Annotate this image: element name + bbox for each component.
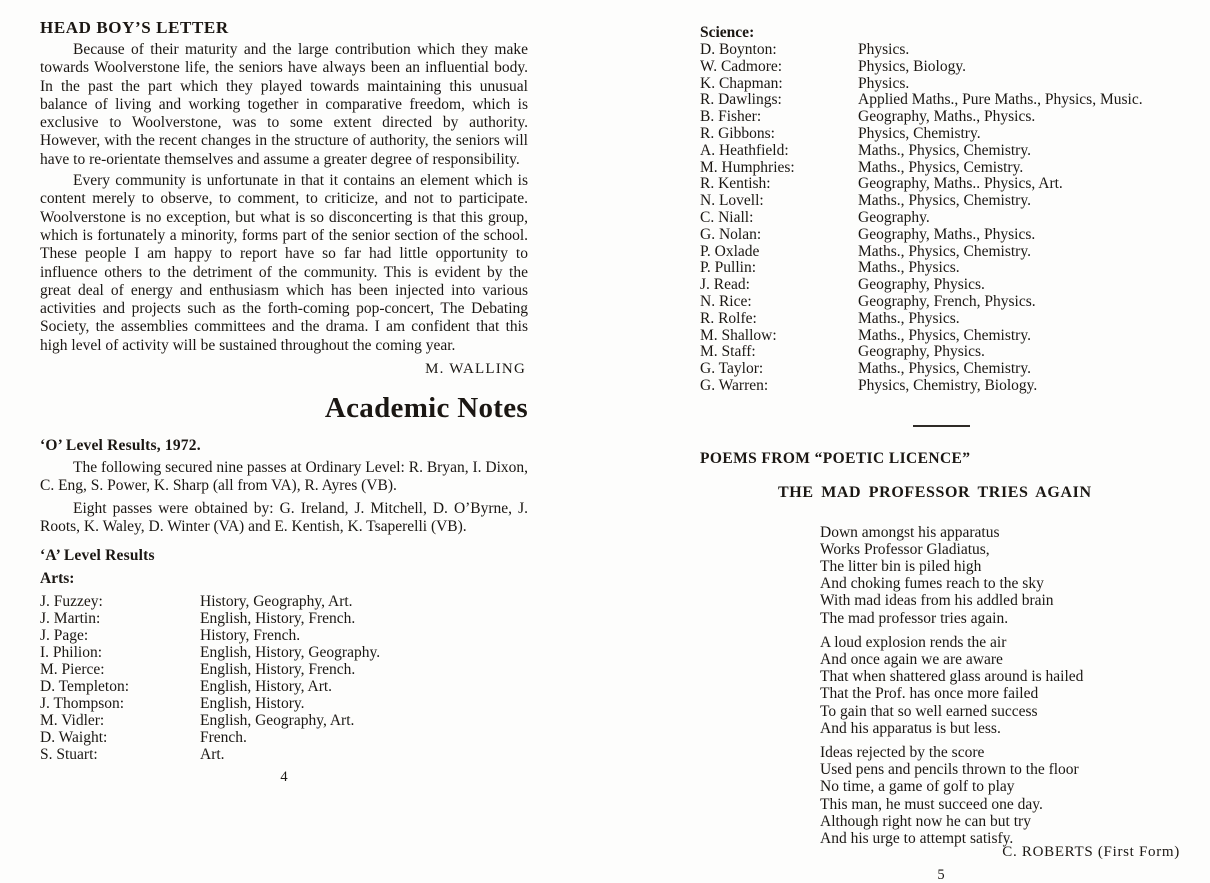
arts-results-table bbox=[40, 593, 528, 763]
student-subjects: Geography, Maths., Physics. bbox=[858, 225, 1036, 243]
result-row bbox=[700, 361, 1182, 378]
o-level-heading: ‘O’ Level Results, 1972. bbox=[40, 437, 201, 455]
head-boys-letter-title: HEAD BOY’S LETTER bbox=[40, 18, 229, 37]
result-row bbox=[700, 109, 1182, 126]
student-subjects: English, Geography, Art. bbox=[200, 712, 355, 730]
poem-line: And his urge to attempt satisfy. bbox=[820, 829, 1014, 847]
student-subjects: Geography, Physics. bbox=[858, 276, 985, 294]
student-name: R. Gibbons: bbox=[700, 124, 775, 142]
student-subjects: History, Geography, Art. bbox=[200, 593, 353, 611]
student-subjects: Maths., Physics, Cemistry. bbox=[858, 158, 1024, 176]
poem-line: With mad ideas from his addled brain bbox=[820, 592, 1054, 610]
student-subjects: Maths., Physics. bbox=[858, 259, 960, 277]
student-name: M. Staff: bbox=[700, 343, 756, 361]
student-subjects: Physics, Biology. bbox=[858, 57, 966, 75]
result-row bbox=[700, 277, 1182, 294]
student-name: I. Philion: bbox=[40, 644, 103, 662]
student-name: C. Niall: bbox=[700, 208, 754, 226]
student-subjects: Physics, Chemistry, Biology. bbox=[858, 376, 1038, 394]
letter-paragraph: Because of their maturity and the large contribution which they make towards Woolverstone life, the seniors have always been an influential body. In the past the part which they played towards maintaining this unusual balance of living and working together in comparative freedom, which is exclusive to Woolverstone, was to some extent directed by authority. However, with the recent changes in the structure of authority, the seniors will have to re-orientate themselves and assume a greater degree of responsibility. bbox=[40, 41, 528, 168]
science-label: Science: bbox=[700, 24, 755, 41]
poem-line: The litter bin is piled high bbox=[820, 557, 982, 575]
poem-line: Although right now he can but try bbox=[820, 812, 1031, 830]
student-subjects: Maths., Physics, Chemistry. bbox=[858, 141, 1031, 159]
o-level-paragraph: The following secured nine passes at Ordinary Level: R. Bryan, I. Dixon, C. Eng, S. Power, K. Sharp (all from VA), R. Ayres (VB). bbox=[40, 459, 528, 495]
student-subjects: English, History, French. bbox=[200, 610, 356, 628]
student-name: J. Martin: bbox=[40, 610, 101, 628]
result-row bbox=[40, 746, 528, 763]
student-subjects: Geography, French, Physics. bbox=[858, 292, 1036, 310]
page-number-right: 5 bbox=[937, 867, 945, 883]
poem-line: To gain that so well earned success bbox=[820, 702, 1038, 720]
student-name: G. Taylor: bbox=[700, 360, 764, 378]
student-name: D. Templeton: bbox=[40, 678, 130, 696]
academic-notes-title: Academic Notes bbox=[324, 392, 528, 425]
page-left bbox=[40, 18, 528, 785]
student-name: R. Dawlings: bbox=[700, 91, 782, 109]
result-row bbox=[700, 92, 1182, 109]
student-name: M. Vidler: bbox=[40, 712, 105, 730]
o-level-paragraph: Eight passes were obtained by: G. Ireland, J. Mitchell, D. O’Byrne, J. Roots, K. Waley, D. Winter (VA) and E. Kentish, K. Tsaperelli (VB). bbox=[40, 499, 528, 535]
poem-line: Used pens and pencils thrown to the floor bbox=[820, 761, 1079, 779]
student-subjects: Geography. bbox=[858, 208, 930, 226]
poem-line: Down amongst his apparatus bbox=[820, 523, 1000, 541]
poem-line: No time, a game of golf to play bbox=[820, 778, 1015, 796]
poem-line: And his apparatus is but less. bbox=[820, 719, 1001, 737]
result-row bbox=[700, 344, 1182, 361]
result-row bbox=[40, 644, 528, 661]
student-name: N. Lovell: bbox=[700, 192, 764, 210]
student-subjects: History, French. bbox=[200, 627, 301, 645]
result-row bbox=[700, 260, 1182, 277]
student-name: G. Warren: bbox=[700, 376, 769, 394]
student-subjects: Maths., Physics, Chemistry. bbox=[858, 192, 1031, 210]
result-row bbox=[40, 610, 528, 627]
result-row bbox=[700, 311, 1182, 328]
student-name: A. Heathfield: bbox=[700, 141, 789, 159]
student-name: M. Humphries: bbox=[700, 158, 795, 176]
poem-title: THE MAD PROFESSOR TRIES AGAIN bbox=[778, 484, 1092, 502]
poem-line: That the Prof. has once more failed bbox=[820, 685, 1039, 703]
result-row bbox=[700, 193, 1182, 210]
student-subjects: Applied Maths., Pure Maths., Physics, Music. bbox=[858, 91, 1143, 109]
poem-line: Ideas rejected by the score bbox=[820, 743, 985, 761]
student-name: K. Chapman: bbox=[700, 74, 783, 92]
student-subjects: Physics. bbox=[858, 41, 910, 58]
letter-paragraph: Every community is unfortunate in that it contains an element which is content merely to observe, to comment, to criticize, and not to participate. Woolverstone is no exception, but what is so disconcerting is that this group, which is fortunately a minority, forms part of the senior section of the school. These people I am happy to report have so far had little opportunity to influence others to the detriment of the community. This is evident by the great deal of energy and enthusiasm which has been injected into various activities and projects such as the forth-coming pop-concert, The Debating Society, the assemblies committees and the drama. I am confident that this high level of activity will be sustained throughout the coming year. bbox=[40, 172, 528, 354]
poem-line: This man, he must succeed one day. bbox=[820, 795, 1043, 813]
student-name: J. Page: bbox=[40, 627, 89, 645]
student-subjects: English, History. bbox=[200, 695, 305, 713]
student-name: J. Fuzzey: bbox=[40, 593, 103, 611]
result-row bbox=[700, 59, 1182, 76]
student-name: P. Pullin: bbox=[700, 259, 756, 277]
result-row bbox=[40, 593, 528, 610]
poem-line: That when shattered glass around is hailed bbox=[820, 668, 1084, 686]
result-row bbox=[700, 160, 1182, 177]
student-name: D. Waight: bbox=[40, 729, 108, 747]
student-name: R. Rolfe: bbox=[700, 309, 757, 327]
student-subjects: Maths., Physics, Chemistry. bbox=[858, 242, 1031, 260]
student-subjects: Maths., Physics, Chemistry. bbox=[858, 326, 1031, 344]
student-subjects: Geography, Physics. bbox=[858, 343, 985, 361]
result-row bbox=[700, 126, 1182, 143]
student-name: R. Kentish: bbox=[700, 175, 771, 193]
result-row bbox=[40, 661, 528, 678]
a-level-heading: ‘A’ Level Results bbox=[40, 547, 155, 565]
poem-line: A loud explosion rends the air bbox=[820, 633, 1007, 651]
result-row bbox=[700, 176, 1182, 193]
result-row bbox=[40, 729, 528, 746]
poem-author: C. ROBERTS (First Form) bbox=[1002, 844, 1180, 861]
student-subjects: Geography, Maths.. Physics, Art. bbox=[858, 175, 1063, 193]
student-name: G. Nolan: bbox=[700, 225, 762, 243]
student-subjects: Maths., Physics, Chemistry. bbox=[858, 360, 1031, 378]
result-row bbox=[700, 210, 1182, 227]
page-number-left: 4 bbox=[280, 769, 288, 786]
result-row bbox=[40, 678, 528, 695]
student-subjects: English, History, Geography. bbox=[200, 644, 381, 662]
poem-line: Works Professor Gladiatus, bbox=[820, 540, 990, 558]
student-subjects: French. bbox=[200, 729, 247, 747]
student-subjects: Physics, Chemistry. bbox=[858, 124, 981, 142]
student-name: J. Read: bbox=[700, 276, 750, 294]
page-right bbox=[700, 24, 1182, 883]
student-name: J. Thompson: bbox=[40, 695, 125, 713]
student-name: N. Rice: bbox=[700, 292, 752, 310]
result-row bbox=[40, 712, 528, 729]
result-row bbox=[700, 328, 1182, 345]
poem-line: And choking fumes reach to the sky bbox=[820, 575, 1044, 593]
poem-line: The mad professor tries again. bbox=[820, 609, 1009, 627]
result-row bbox=[700, 378, 1182, 395]
section-divider-rule bbox=[913, 425, 970, 427]
student-name: P. Oxlade bbox=[700, 242, 760, 260]
student-subjects: Maths., Physics. bbox=[858, 309, 960, 327]
poem-line: And once again we are aware bbox=[820, 650, 1003, 668]
result-row bbox=[700, 227, 1182, 244]
student-subjects: Physics. bbox=[858, 74, 910, 92]
student-subjects: English, History, Art. bbox=[200, 678, 333, 696]
poems-section-heading: POEMS FROM “POETIC LICENCE” bbox=[700, 449, 971, 467]
result-row bbox=[700, 244, 1182, 261]
result-row bbox=[700, 294, 1182, 311]
poem-stanza-1 bbox=[820, 524, 1182, 627]
student-name: D. Boynton: bbox=[700, 41, 777, 58]
poem-stanza-2 bbox=[820, 634, 1182, 737]
student-name: B. Fisher: bbox=[700, 108, 762, 126]
result-row bbox=[700, 42, 1182, 59]
student-name: M. Shallow: bbox=[700, 326, 777, 344]
arts-label: Arts: bbox=[40, 570, 75, 588]
student-subjects: Art. bbox=[200, 746, 225, 764]
student-name: W. Cadmore: bbox=[700, 57, 783, 75]
result-row bbox=[40, 627, 528, 644]
science-results-table bbox=[700, 42, 1182, 395]
result-row bbox=[700, 143, 1182, 160]
student-name: M. Pierce: bbox=[40, 661, 105, 679]
student-subjects: English, History, French. bbox=[200, 661, 356, 679]
letter-signature: M. WALLING bbox=[425, 361, 526, 378]
result-row bbox=[700, 76, 1182, 93]
result-row bbox=[40, 695, 528, 712]
student-name: S. Stuart: bbox=[40, 746, 98, 764]
poem-stanza-3 bbox=[820, 744, 1182, 847]
student-subjects: Geography, Maths., Physics. bbox=[858, 108, 1036, 126]
